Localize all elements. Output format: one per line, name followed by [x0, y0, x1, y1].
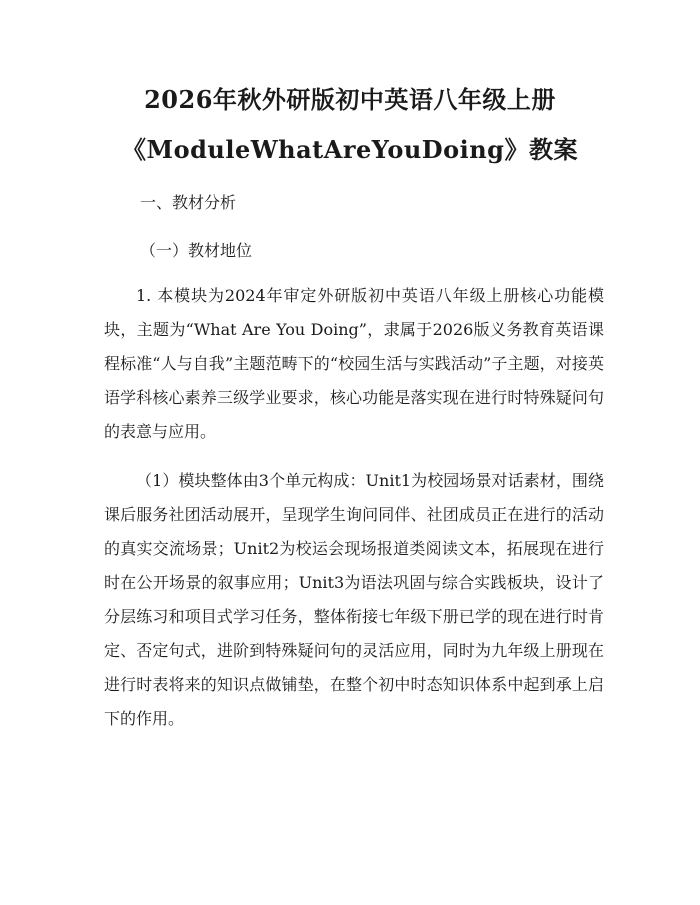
body-paragraph-1: 1. 本模块为2024年审定外研版初中英语八年级上册核心功能模块，主题为“What Are You Doing”，隶属于2026版义务教育英语课程标准“人与自我”主题范畴下的“校园生活与实践活动”子主题，对接英语学科核心素养三级学业要求，核心功能是落实现在进行时特殊疑问句的表意与应用。	[104, 286, 604, 441]
document-title-line-2: 《ModuleWhatAreYouDoing》教案	[122, 135, 578, 164]
document-title-line-1: 2026年秋外研版初中英语八年级上册	[144, 85, 556, 114]
subsection-heading-textbook-status: （一）教材地位	[140, 241, 253, 260]
body-paragraph-2: （1）模块整体由3个单元构成：Unit1为校园场景对话素材，围绕课后服务社团活动展开，呈现学生询问同伴、社团成员正在进行的活动的真实交流场景；Unit2为校运会现场报道类阅读文本，拓展现在进行时在公开场景的叙事应用；Unit3为语法巩固与综合实践板块，设计了分层练习和项目式学习任务，整体衔接七年级下册已学的现在进行时肯定、否定句式，进阶到特殊疑问句的灵活应用，同时为九年级上册现在进行时表将来的知识点做铺垫，在整个初中时态知识体系中起到承上启下的作用。	[104, 471, 604, 728]
section-heading-textbook-analysis: 一、教材分析	[140, 193, 237, 212]
